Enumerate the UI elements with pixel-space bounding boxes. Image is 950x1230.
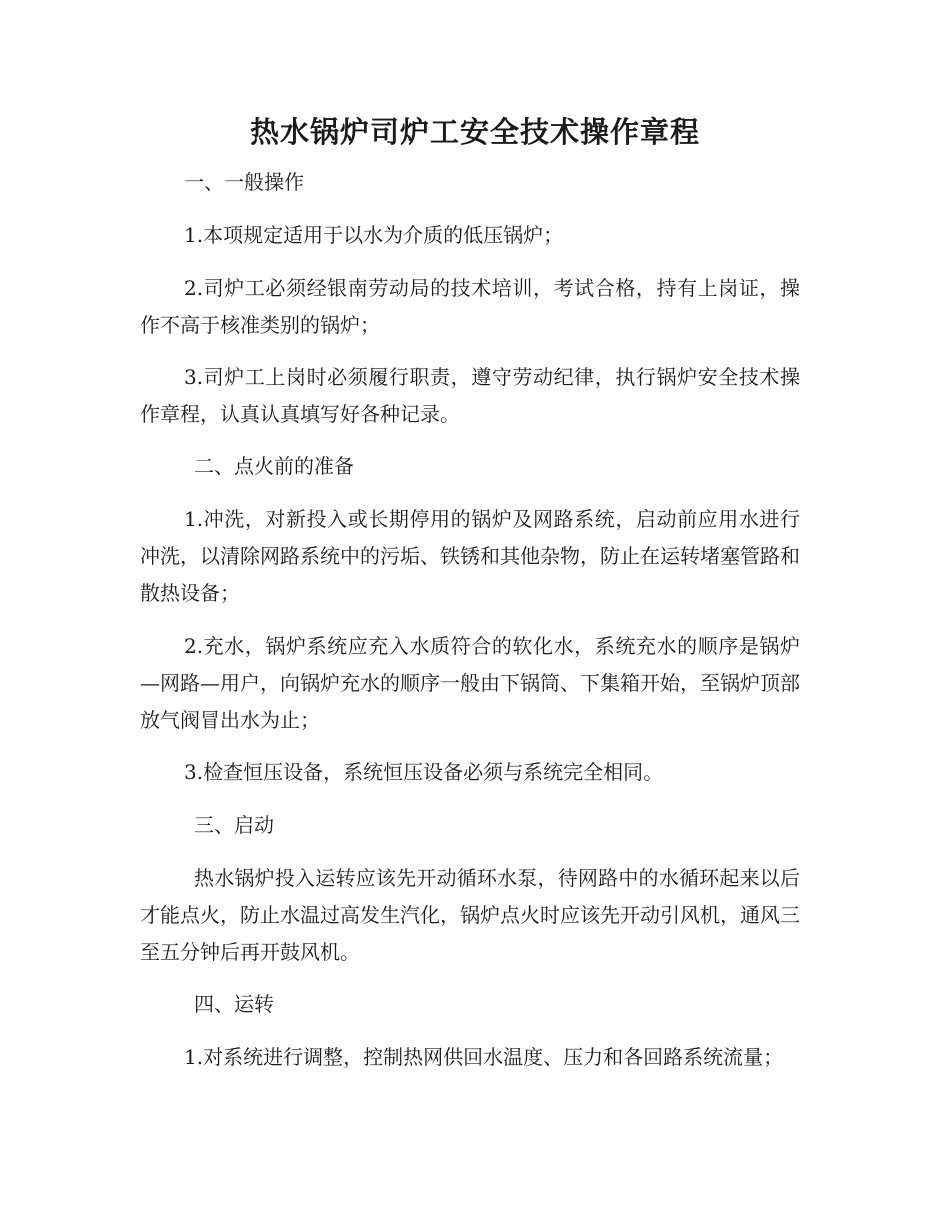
paragraph-item: 3.司炉工上岗时必须履行职责，遵守劳动纪律，执行锅炉安全技术操作章程，认真认真填写好各种记录。	[140, 365, 800, 426]
paragraph-item: 1.对系统进行调整，控制热网供回水温度、压力和各回路系统流量；	[184, 1045, 784, 1069]
paragraph-item: 1.冲洗，对新投入或长期停用的锅炉及网路系统，启动前应用水进行冲洗，以清除网路系统中的污垢、铁锈和其他杂物，防止在运转堵塞管路和散热设备；	[140, 507, 800, 605]
section-heading-general: 一、一般操作	[184, 170, 304, 194]
document-title: 热水锅炉司炉工安全技术操作章程	[249, 115, 700, 149]
paragraph-item: 2.充水，锅炉系统应充入水质符合的软化水，系统充水的顺序是锅炉—网路—用户，向锅炉充水的顺序一般由下锅筒、下集箱开始，至锅炉顶部放气阀冒出水为止；	[140, 634, 800, 732]
section-heading-startup: 三、启动	[194, 813, 274, 837]
paragraph-item: 热水锅炉投入运转应该先开动循环水泵，待网路中的水循环起来以后才能点火，防止水温过高发生汽化，锅炉点火时应该先开动引风机，通风三至五分钟后再开鼓风机。	[140, 866, 800, 964]
paragraph-item: 2.司炉工必须经银南劳动局的技术培训，考试合格，持有上岗证，操作不高于核准类别的锅炉；	[140, 276, 800, 337]
paragraph-item: 3.检查恒压设备，系统恒压设备必须与系统完全相同。	[184, 760, 664, 784]
section-heading-operation: 四、运转	[194, 992, 274, 1016]
paragraph-item: 1.本项规定适用于以水为介质的低压锅炉；	[184, 223, 564, 247]
section-heading-preparation: 二、点火前的准备	[194, 454, 354, 478]
